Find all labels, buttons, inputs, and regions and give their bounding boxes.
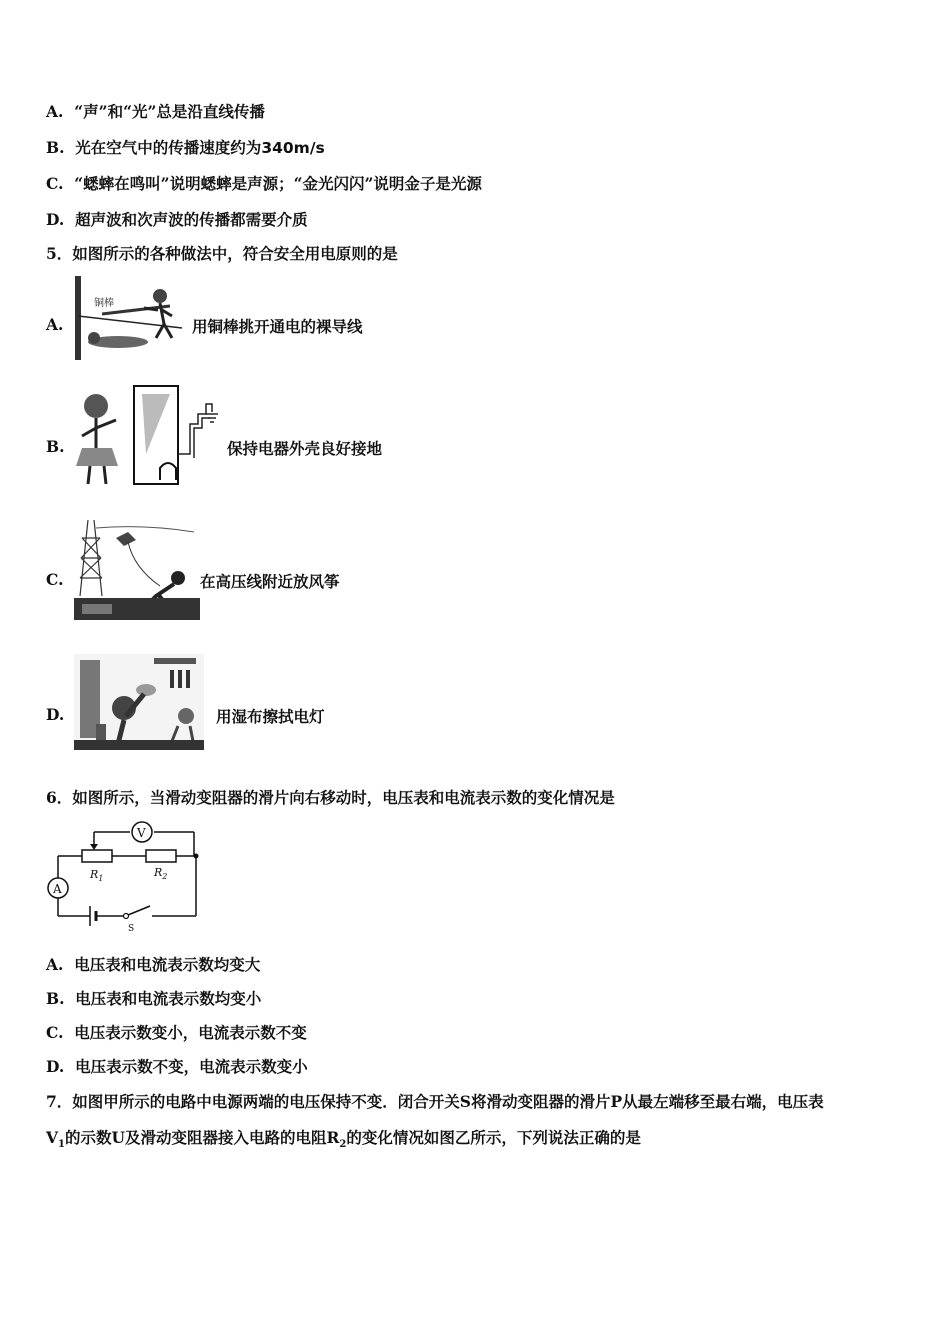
- switch-label: S: [128, 924, 135, 934]
- wet-cloth-lamp-illustration: [74, 654, 204, 750]
- q5-option-b-key: B.: [46, 437, 65, 456]
- q5-option-a-caption: 用铜棒挑开通电的裸导线: [192, 317, 363, 336]
- q5-option-a-key: A.: [46, 315, 64, 334]
- q5-option-c-key: C.: [46, 570, 64, 589]
- q7-stem-line2: $V_1$的示数U及滑动变阻器接入电路的电阻$R_2$的变化情况如图乙所示，下列说法正确的是: [46, 1128, 641, 1151]
- q5-option-d-caption: 用湿布擦拭电灯: [216, 707, 325, 726]
- copper-rod-label: 铜棒: [94, 298, 114, 309]
- resistor-r1: [82, 850, 112, 862]
- q6-option-c: C. 电压表示数变小，电流表示数不变: [46, 1023, 307, 1042]
- q6-stem: 6．如图所示，当滑动变阻器的滑片向右移动时，电压表和电流表示数的变化情况是: [46, 788, 615, 807]
- ammeter-label: A: [53, 882, 62, 896]
- resistor-r2: [146, 850, 176, 862]
- r1-label: $R_1$: [90, 868, 104, 883]
- copper-rod-illustration: [72, 276, 192, 362]
- q5-option-c-caption: 在高压线附近放风筝: [200, 572, 340, 591]
- q4-option-c: C. “蟋蟀在鸣叫”说明蟋蟀是声源；“金光闪闪”说明金子是光源: [46, 174, 482, 193]
- r2-label: $R_2$: [154, 866, 168, 881]
- q7-stem-line1: 7．如图甲所示的电路中电源两端的电压保持不变．闭合开关S将滑动变阻器的滑片P从最左端移至最右端，电压表: [46, 1092, 824, 1111]
- q5-stem: 5．如图所示的各种做法中，符合安全用电原则的是: [46, 244, 398, 263]
- q6-option-d: D. 电压表示数不变，电流表示数变小: [46, 1057, 308, 1076]
- q6-circuit-diagram: [44, 818, 204, 936]
- q4-option-a: A. “声”和“光”总是沿直线传播: [46, 102, 265, 121]
- q6-option-a: A. 电压表和电流表示数均变大: [46, 955, 261, 974]
- kite-near-power-line-illustration: [74, 518, 200, 620]
- voltmeter-label: V: [137, 826, 146, 840]
- q5-option-d-key: D.: [46, 705, 65, 724]
- grounded-appliance-illustration: [72, 384, 228, 488]
- q4-option-b: B. 光在空气中的传播速度约为340m/s: [46, 138, 325, 157]
- q6-option-b: B. 电压表和电流表示数均变小: [46, 989, 262, 1008]
- q5-option-b-caption: 保持电器外壳良好接地: [227, 439, 383, 458]
- q4-option-d: D. 超声波和次声波的传播都需要介质: [46, 210, 308, 229]
- switch-symbol: [128, 906, 150, 915]
